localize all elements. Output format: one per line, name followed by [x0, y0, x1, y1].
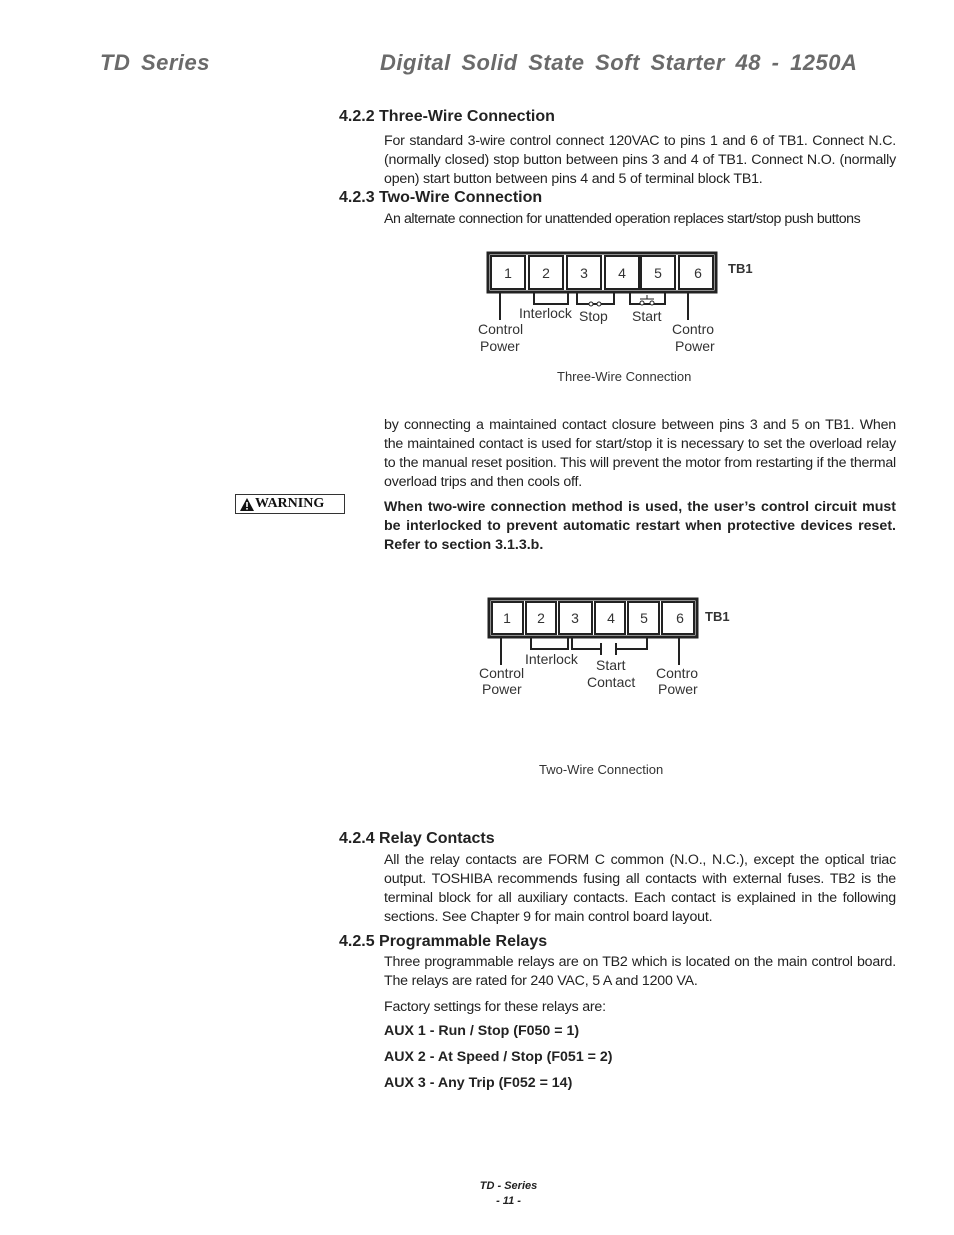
control-power-left-1: Control: [479, 665, 525, 681]
terminal-label-1: 1: [504, 265, 512, 281]
two-wire-body-1: An alternate connection for unattended operation replaces start/stop push buttons: [384, 211, 861, 227]
terminal-label-1: 1: [503, 610, 511, 626]
relay-contacts-body: All the relay contacts are FORM C common (N.O., N.C.), except the optical triac output. TOSHIBA recommends fusing all contacts with external fuses. TB2 is the terminal block for all auxiliary contacts. Each contact is explained in the following sections. See Chapter 9 for main control board layout.: [384, 852, 896, 925]
footer-page-number: - 11 -: [496, 1195, 521, 1207]
terminal-label-6: 6: [676, 610, 684, 626]
control-power-right-2: Power: [658, 681, 698, 697]
control-power-right-1: Contro: [656, 665, 699, 681]
tb1-label: TB1: [728, 261, 753, 276]
aux-2-setting: AUX 2 - At Speed / Stop (F051 = 2): [384, 1049, 613, 1065]
section-title-three-wire: 4.2.2 Three-Wire Connection: [339, 108, 555, 125]
interlock-label: Interlock: [519, 305, 572, 321]
stop-label: Stop: [579, 308, 608, 324]
start-contact-label-2: Contact: [587, 674, 636, 690]
aux-3-setting: AUX 3 - Any Trip (F052 = 14): [384, 1075, 573, 1091]
programmable-relays-body: Three programmable relays are on TB2 which is located on the main control board. The relays are rated for 240 VAC, 5 A and 1200 VA.: [384, 954, 896, 989]
terminal-label-4: 4: [618, 265, 626, 281]
aux-1-setting: AUX 1 - Run / Stop (F050 = 1): [384, 1023, 580, 1039]
section-title-two-wire: 4.2.3 Two-Wire Connection: [339, 189, 543, 206]
three-wire-diagram: [470, 248, 770, 360]
control-power-right-1: Contro: [672, 321, 715, 337]
terminal-label-3: 3: [580, 265, 588, 281]
two-wire-caption: Two-Wire Connection: [539, 762, 664, 777]
footer-series: TD - Series: [479, 1180, 538, 1192]
start-label: Start: [632, 308, 662, 324]
factory-settings-intro: Factory settings for these relays are:: [384, 999, 606, 1015]
terminal-label-2: 2: [537, 610, 545, 626]
control-power-left-2: Power: [482, 681, 522, 697]
header-title: Digital Solid State Soft Starter 48 - 1250A: [380, 50, 858, 75]
control-power-right-2: Power: [675, 338, 715, 354]
interlock-label: Interlock: [525, 651, 578, 667]
section-title-programmable-relays: 4.2.5 Programmable Relays: [339, 933, 548, 950]
control-power-left-2: Power: [480, 338, 520, 354]
terminal-label-3: 3: [571, 610, 579, 626]
start-contact-label-1: Start: [596, 657, 626, 673]
control-power-left-1: Control: [478, 321, 524, 337]
section-title-relay-contacts: 4.2.4 Relay Contacts: [339, 830, 495, 847]
terminal-label-6: 6: [694, 265, 702, 281]
warning-label: WARNING: [255, 496, 325, 511]
terminal-label-5: 5: [640, 610, 648, 626]
two-wire-body-2: by connecting a maintained contact closure between pins 3 and 5 on TB1. When the maintained contact is used for start/stop it is necessary to set the overload relay to the manual reset position. This will prevent the motor from restarting if the thermal overload trips and then cools off.: [384, 417, 896, 490]
three-wire-caption: Three-Wire Connection: [557, 369, 692, 384]
warning-triangle-icon: [239, 497, 255, 512]
three-wire-body: For standard 3-wire control connect 120VAC to pins 1 and 6 of TB1. Connect N.C. (normally closed) stop button between pins 3 and 4 of TB1. Connect N.O. (normally open) start button between pins 4 and 5 of terminal block TB1.: [384, 133, 896, 187]
terminal-label-2: 2: [542, 265, 550, 281]
header-series: TD Series: [100, 50, 210, 75]
warning-badge: [235, 494, 345, 514]
terminal-label-5: 5: [654, 265, 662, 281]
tb1-label: TB1: [705, 609, 730, 624]
terminal-label-4: 4: [607, 610, 615, 626]
warning-text: When two-wire connection method is used, the user’s control circuit must be interlocked to prevent automatic restart when protective devices reset. Refer to section 3.1.3.b.: [384, 499, 896, 553]
two-wire-diagram: [470, 596, 770, 701]
